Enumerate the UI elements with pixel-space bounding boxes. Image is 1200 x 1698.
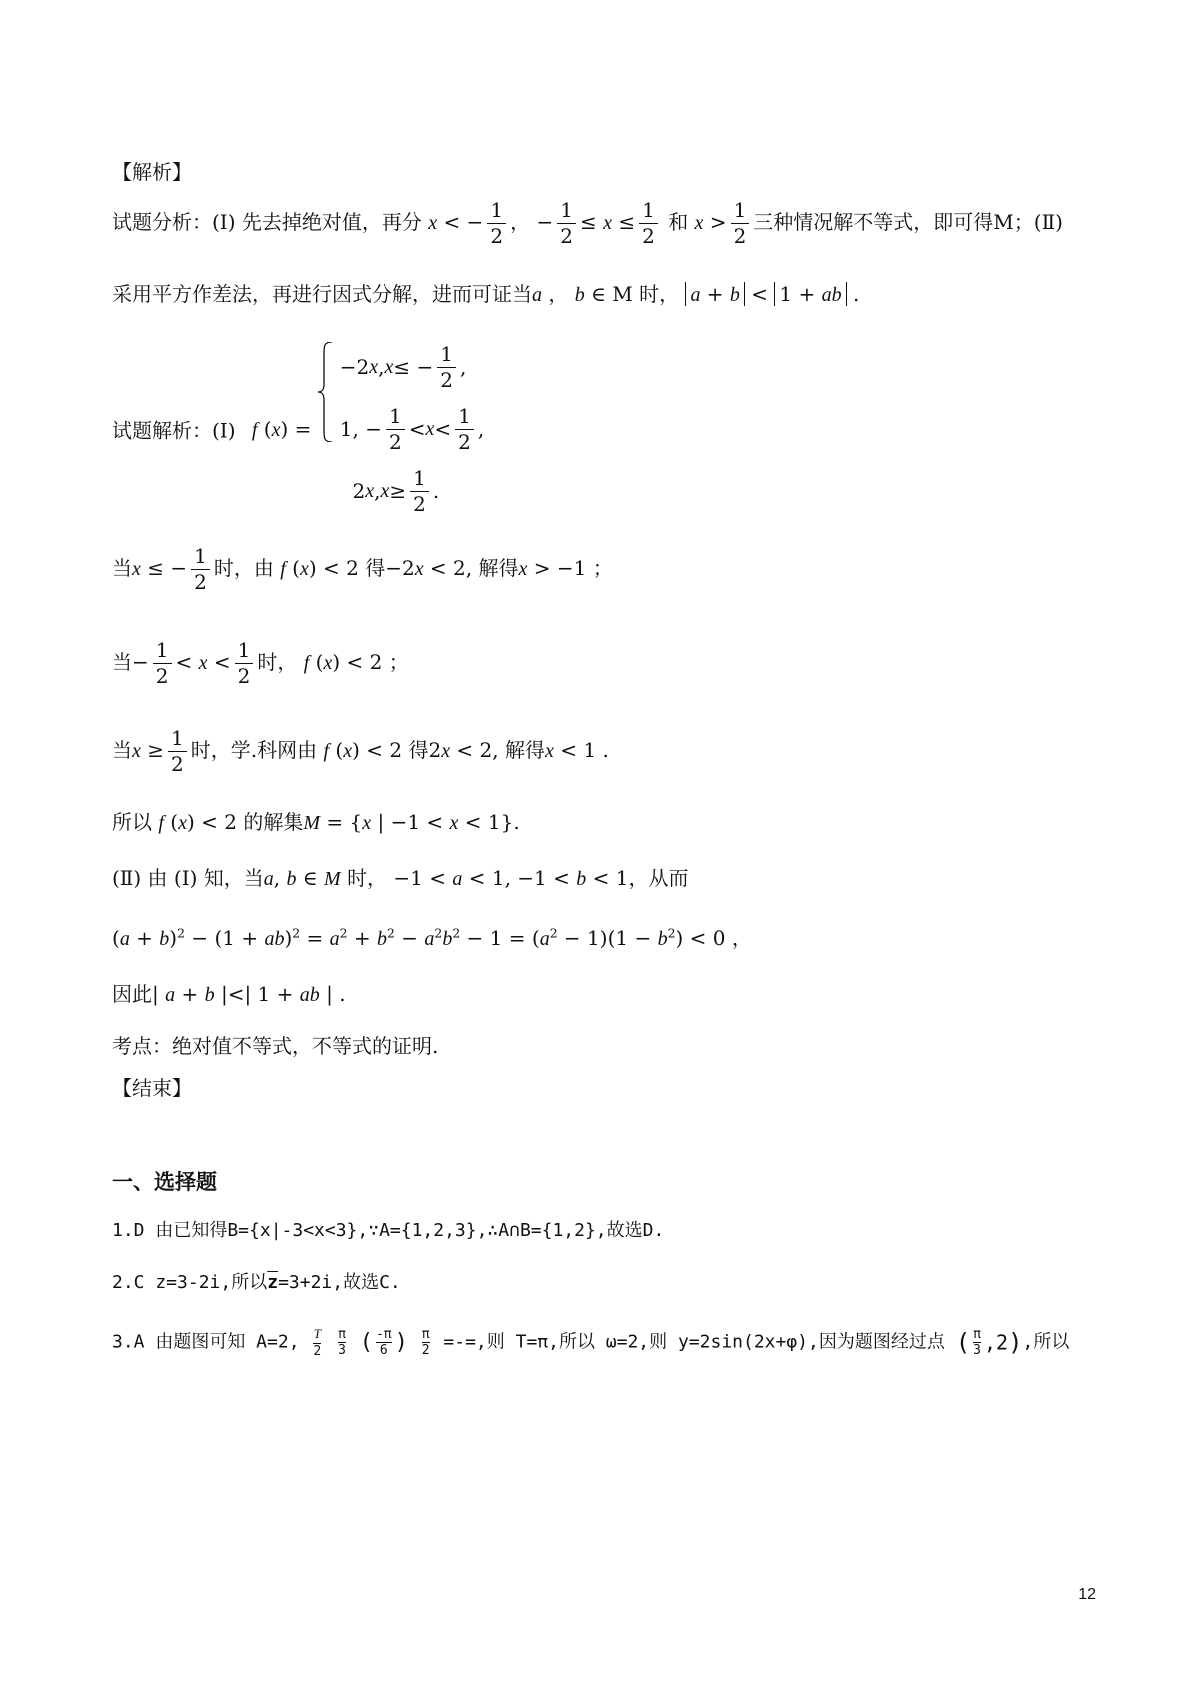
- kaodian-line: 考点：绝对值不等式，不等式的证明.: [112, 1034, 439, 1058]
- expansion-equation: $(a + b)^2 - (1 + ab)^2 = a^2 + b^2 - a^2b^2 - 1 = (a^2 - 1)(1 - b^2) < 0$ ，: [112, 925, 752, 950]
- fraction-half: $\frac{1}{2}$: [487, 198, 506, 249]
- section-title: 一、选择题: [112, 1170, 217, 1194]
- end-header: 【结束】: [112, 1076, 192, 1100]
- piecewise-definition: 试题解析：(Ⅰ) f (x) = −2 x , x ≤ − $\frac{1}{2}$ , 1, − $\frac{1}{2}$ < x < $\frac{1}{2}$ , 2 x , x ≥ $\frac{1}{2}$ .: [112, 336, 484, 522]
- part-2-line: (Ⅱ) 由 (Ⅰ) 知，当a, b ∈ M 时， −1 < a < 1, −1 < b < 1，从而: [112, 866, 689, 890]
- answer-2: 2.C z=3-2i,所以$\overline{z}=3+2i$,故选C.: [112, 1272, 401, 1293]
- solution-set-line: 所以 f (x) < 2 的解集M = {x | −1 < x < 1}.: [112, 810, 520, 834]
- piecewise-brace: −2 x , x ≤ − $\frac{1}{2}$ , 1, − $\frac{1}{2}$ < x < $\frac{1}{2}$ , 2 x , x ≥ $\frac{1}{2}$ .: [318, 336, 484, 522]
- left-brace-icon: [318, 342, 334, 442]
- analysis-header: 【解析】: [112, 160, 192, 184]
- analysis-paragraph-1: 试题分析：(Ⅰ) 先去掉绝对值，再分 x < − $\frac{1}{2}$ ， − $\frac{1}{2}$ ≤ x ≤ $\frac{1}{2}$ 和 x > $\frac{1}{2}$ 三种情况解不等式，即可得M；(Ⅱ): [112, 198, 1063, 248]
- case-1-line: 当x ≤ − $\frac{1}{2}$ 时，由 f (x) < 2 得−2x < 2, 解得x > −1 ；: [112, 544, 613, 594]
- analysis-paragraph-2: 采用平方作差法，再进行因式分解，进而可证当a ， b ∈ M 时， a + b < 1 + ab .: [112, 282, 860, 306]
- page-number: 12: [1078, 1586, 1096, 1603]
- conclusion-line: 因此| a + b |<| 1 + ab | .: [112, 982, 346, 1006]
- case-2-line: 当− $\frac{1}{2}$ < x < $\frac{1}{2}$ 时， f (x) < 2 ；: [112, 638, 409, 688]
- answer-1: 1.D 由已知得B={x|-3<x<3},∵A={1,2,3},∴A∩B={1,2},故选D.: [112, 1220, 665, 1241]
- answer-3: 3.A 由题图可知 A=2, $\frac{T}{2}$ $\frac{\pi}{3}$ ( $\frac{-\pi}{6}$ ) $\frac{\pi}{2}$ =-=,则 T=π,所以 ω=2,则 y=2sin(2x+φ),因为题图经过点 ( $\frac{\pi}{3}$ ,2),所以: [112, 1326, 1070, 1359]
- case-3-line: 当x ≥ $\frac{1}{2}$ 时，学.科网由 f (x) < 2 得2x < 2, 解得x < 1 .: [112, 726, 609, 776]
